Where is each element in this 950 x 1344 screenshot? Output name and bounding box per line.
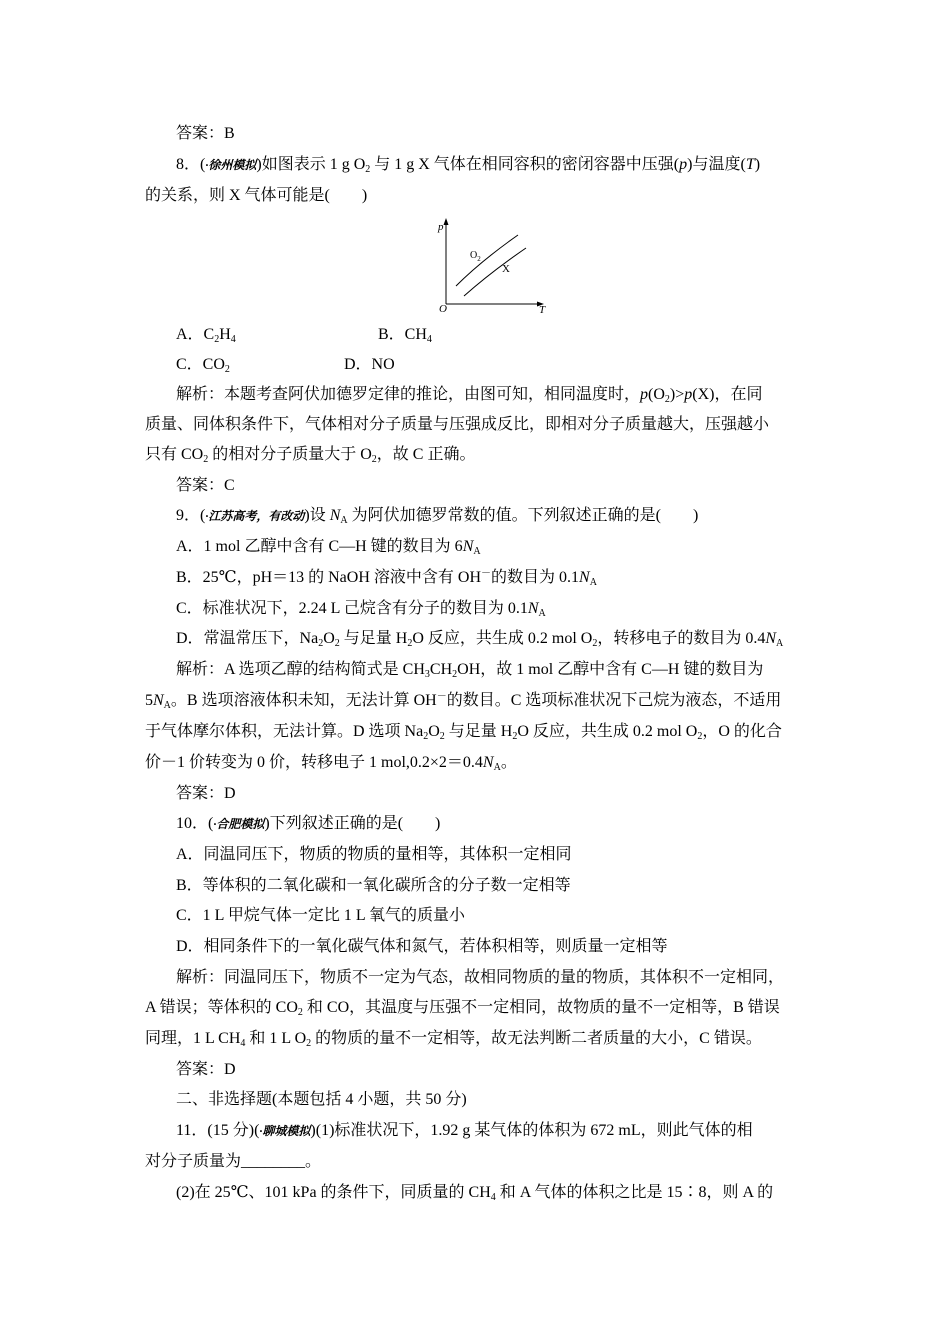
q8-option-d: D．NO <box>344 356 395 373</box>
q10-option-b: B．等体积的二氧化碳和一氧化碳所含的分子数一定相等 <box>176 877 571 894</box>
answer-q8: 答案：C <box>176 477 235 494</box>
x-axis-label: T <box>539 304 546 314</box>
section-2-heading: 二、非选择题(本题包括 4 小题，共 50 分) <box>176 1091 467 1108</box>
curve-o2-label: $O_2$ <box>470 250 481 263</box>
question-10-line1: 10．(·合肥模拟)下列叙述正确的是( ) <box>176 815 441 832</box>
explanation-9-line3: 于气体摩尔体积，无法计算。D 选项 $Na_2O_2$ 与足量 $H_2O$ 反应，共生成 0.2 mol $O_2$，O 的化合 <box>145 723 782 742</box>
source-tag: ·合肥模拟 <box>213 817 265 831</box>
explanation-10-line3: 同理，1 L $CH_4$ 和 1 L $O_2$ 的物质的量不一定相等，故无法判断二者质量的大小，C 错误。 <box>145 1030 762 1049</box>
y-axis-arrow <box>444 218 449 225</box>
explanation-10-line2: A 错误；等体积的 $CO_2$ 和 CO，其温度与压强不一定相同，故物质的量不一定相等，B 错误 <box>145 999 780 1018</box>
q9-option-c: C．标准状况下，2.24 L 己烷含有分子的数目为 $0.1N_A$ <box>176 600 546 619</box>
question-11-line2: 对分子质量为________。 <box>145 1153 322 1170</box>
explanation-9-line2: $5N_A$。B 选项溶液体积未知，无法计算 OH－的数目。C 选项标准状况下己烷为液态，不适用 <box>145 691 782 711</box>
question-11-part2: (2)在 25℃、101 kPa 的条件下，同质量的 $CH_4$ 和 A 气体的体积之比是 15∶8，则 A 的 <box>176 1184 774 1203</box>
q10-option-c: C．1 L 甲烷气体一定比 1 L 氧气的质量小 <box>176 907 466 924</box>
q10-option-d: D．相同条件下的一氧化碳气体和氮气，若体积相等，则质量一定相等 <box>176 938 668 955</box>
explanation-9-line1: 解析：A 选项乙醇的结构简式是 $CH_3CH_2OH$，故 1 mol 乙醇中含有 C—H 键的数目为 <box>176 661 764 680</box>
curve-x-label: X <box>502 263 510 275</box>
y-axis-label: p <box>438 221 444 233</box>
source-tag: ·聊城模拟 <box>259 1124 311 1138</box>
origin-label: O <box>439 303 447 314</box>
answer-q10: 答案：D <box>176 1061 236 1078</box>
answer-q9: 答案：D <box>176 785 236 802</box>
explanation-10-line1: 解析：同温同压下，物质不一定为气态，故相同物质的量的物质，其体积不一定相同， <box>176 969 785 986</box>
explanation-8-line2: 质量、同体积条件下，气体相对分子质量与压强成反比，即相对分子质量越大，压强越小 <box>145 416 770 433</box>
question-8-line2: 的关系，则 X 气体可能是( ) <box>145 187 368 204</box>
source-tag: ·江苏高考，有改动 <box>205 509 305 523</box>
q9-option-a: A．1 mol 乙醇中含有 C—H 键的数目为 $6N_A$ <box>176 538 481 557</box>
question-9-line1: 9．(·江苏高考，有改动)设 $N_A$ 为阿伏加德罗常数的值。下列叙述正确的是( ) <box>176 507 699 526</box>
q10-option-a: A．同温同压下，物质的物质的量相等，其体积一定相同 <box>176 846 572 863</box>
q9-option-b: B．25℃，pH＝13 的 NaOH 溶液中含有 OH－的数目为 $0.1N_A$ <box>176 568 597 588</box>
question-11-line1: 11．(15 分)(·聊城模拟)(1)标准状况下，1.92 g 某气体的体积为 672 mL，则此气体的相 <box>176 1122 753 1139</box>
explanation-8-line1: 解析：本题考查阿伏加德罗定律的推论，由图可知，相同温度时，$p(O_2)>p(X)$，在同 <box>176 386 763 405</box>
explanation-8-line3: 只有 $CO_2$ 的相对分子质量大于 $O_2$，故 C 正确。 <box>145 446 476 465</box>
explanation-9-line4: 价－1 价转变为 0 价，转移电子 1 $mol,0.2\times 2=0.4N_A$。 <box>145 754 517 773</box>
answer-q7: 答案：B <box>176 125 235 142</box>
source-tag: ·徐州模拟 <box>205 158 257 172</box>
q8-option-c: C．$CO_2$ <box>176 356 230 375</box>
q9-option-d: D．常温常压下，$Na_2O_2$ 与足量 $H_2O$ 反应，共生成 0.2 mol $O_2$，转移电子的数目为 $0.4N_A$ <box>176 630 784 649</box>
question-8-line1: 8．(·徐州模拟)如图表示 1 g $O_2$ 与 1 g X 气体在相同容积的密闭容器中压强(p)与温度(T) <box>176 156 761 175</box>
q8-option-a: A．$C_2H_4$ <box>176 326 236 345</box>
q8-option-b: B．$CH_4$ <box>378 326 432 345</box>
pressure-temperature-graph <box>436 216 550 314</box>
